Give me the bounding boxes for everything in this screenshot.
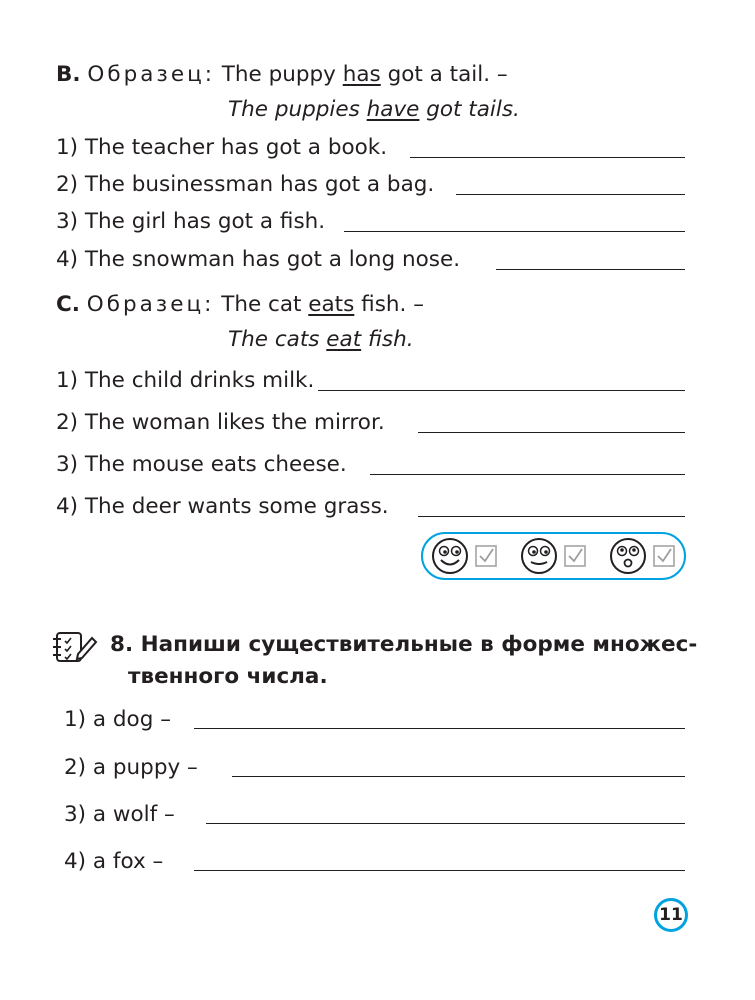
answer-line[interactable] [344,231,685,232]
section-b-example-answer [228,99,520,121]
section-b-label: B. [56,62,81,87]
example-text: The cat [221,292,309,317]
section-b-example [56,64,508,86]
c-item-2: 2) The woman likes the mirror. [56,410,385,435]
b-item-3: 3) The girl has got a fish. [56,209,326,234]
example-word: Образец: [87,62,215,87]
happy-face-icon [433,539,467,573]
answer-line[interactable] [418,432,685,433]
answer-line[interactable] [206,823,685,824]
page-number: 11 [654,898,688,932]
answer-line[interactable] [496,269,685,270]
answer-line[interactable] [232,776,685,777]
answer-line[interactable] [410,157,685,158]
b-item-1: 1) The teacher has got a book. [56,135,388,160]
example-text: got tails. [419,97,520,122]
ex8-item-3: 3) a wolf – [64,802,175,827]
worried-face-icon [611,539,645,573]
example-text: The puppy [221,62,343,87]
self-assessment-icons [421,532,686,580]
example-underlined: eat [326,327,362,352]
example-text: fish. – [354,292,424,317]
exercise-number: 8. [110,632,134,657]
exercise-title-line2: твенного числа. [128,664,328,689]
section-c-label: C. [56,292,80,317]
checkbox-icon[interactable] [476,546,496,566]
c-item-3: 3) The mouse eats cheese. [56,452,347,477]
example-text: The cats [228,327,327,352]
answer-line[interactable] [318,390,685,391]
checkbox-icon[interactable] [654,546,674,566]
example-text: got a tail. – [380,62,508,87]
b-item-2: 2) The businessman has got a bag. [56,172,435,197]
example-underlined: eats [308,292,355,317]
b-item-4: 4) The snowman has got a long nose. [56,247,461,272]
ex8-item-2: 2) a puppy – [64,755,198,780]
answer-line[interactable] [194,870,685,871]
answer-line[interactable] [194,728,685,729]
answer-line[interactable] [456,194,685,195]
c-item-1: 1) The child drinks milk. [56,368,315,393]
section-c-example [56,294,424,316]
section-c-example-answer [228,329,414,351]
example-underlined: have [366,97,420,122]
answer-line[interactable] [370,474,685,475]
ex8-item-4: 4) a fox – [64,849,164,874]
ex8-item-1: 1) a dog – [64,707,171,732]
exercise-8-title [110,634,697,656]
example-word: Образец: [86,292,215,317]
neutral-face-icon [522,539,556,573]
exercise-title-line1: Напиши существительные в форме множес- [140,632,698,657]
checkbox-icon[interactable] [565,546,585,566]
answer-line[interactable] [418,516,685,517]
example-text: fish. [361,327,414,352]
notebook-pencil-icon [52,630,98,664]
example-underlined: has [342,62,381,87]
c-item-4: 4) The deer wants some grass. [56,494,389,519]
example-text: The puppies [228,97,367,122]
